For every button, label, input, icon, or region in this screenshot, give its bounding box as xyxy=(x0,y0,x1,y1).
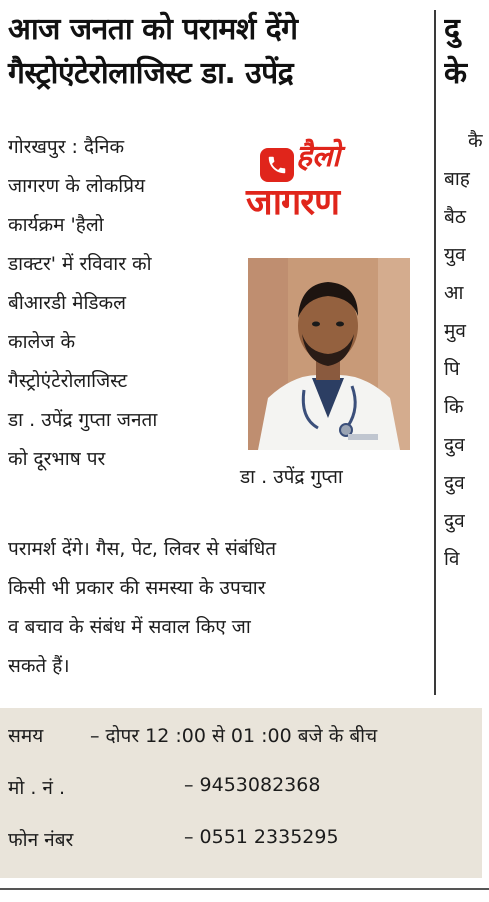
body-line: व बचाव के संबंध में सवाल किए जा xyxy=(8,616,251,638)
adjacent-body-line: युव xyxy=(444,244,466,266)
adjacent-headline-line: के xyxy=(444,56,468,91)
headline-line-2: गैस्ट्रोएंटेरोलाजिस्ट डा. उपेंद्र xyxy=(8,56,294,91)
adjacent-headline-line: दु xyxy=(444,12,460,47)
body-line: जागरण के लोकप्रिय xyxy=(8,175,146,197)
adjacent-body-line: कि xyxy=(444,396,464,418)
adjacent-body-line: आ xyxy=(444,282,464,304)
article-headline xyxy=(8,8,428,96)
mobile-row xyxy=(8,774,478,814)
article-body-narrow xyxy=(8,128,233,479)
phone-label: फोन नंबर xyxy=(8,829,74,851)
bottom-rule xyxy=(0,888,489,890)
adjacent-headline xyxy=(444,8,489,96)
hello-jagran-logo xyxy=(244,132,384,230)
body-line: सकते हैं। xyxy=(8,655,70,677)
adjacent-body-line: पि xyxy=(444,358,460,380)
photo-caption: डा . उपेंद्र गुप्ता xyxy=(240,466,343,488)
body-line: कार्यक्रम 'हैलो xyxy=(8,214,104,236)
logo-jagran-text: जागरण xyxy=(246,182,340,223)
phone-row xyxy=(8,826,478,866)
body-line: डाक्टर' में रविवार को xyxy=(8,253,152,275)
body-line: परामर्श देंगे। गैस, पेट, लिवर से संबंधित xyxy=(8,538,277,560)
article-body-wide xyxy=(8,530,428,686)
adjacent-body-line: कै xyxy=(468,130,483,152)
body-line: बीआरडी मेडिकल xyxy=(8,292,127,314)
body-line: गोरखपुर : दैनिक xyxy=(8,136,125,158)
doctor-photo xyxy=(248,258,410,450)
body-line: किसी भी प्रकार की समस्या के उपचार xyxy=(8,577,266,599)
body-line: कालेज के xyxy=(8,331,76,353)
time-value: – दोपर 12 :00 से 01 :00 बजे के बीच xyxy=(90,725,378,747)
time-label: समय xyxy=(8,725,44,747)
mobile-value: – 9453082368 xyxy=(184,774,321,796)
body-line: को दूरभाष पर xyxy=(8,448,106,470)
adjacent-body-line: बाह xyxy=(444,168,470,190)
mobile-label: मो . नं . xyxy=(8,777,66,799)
contact-info-box xyxy=(0,708,482,878)
body-line: गैस्ट्रोएंटेरोलाजिस्ट xyxy=(8,370,128,392)
adjacent-body-line: दुव xyxy=(444,510,465,532)
adjacent-body-line: मुव xyxy=(444,320,466,342)
column-divider xyxy=(434,10,436,695)
adjacent-body-line: बैठ xyxy=(444,206,466,228)
headline-line-1: आज जनता को परामर्श देंगे xyxy=(8,12,298,47)
adjacent-body-line: वि xyxy=(444,548,460,570)
body-line: डा . उपेंद्र गुप्ता जनता xyxy=(8,409,158,431)
adjacent-body-line: दुव xyxy=(444,472,465,494)
time-row xyxy=(8,722,478,762)
phone-value: – 0551 2335295 xyxy=(184,826,339,848)
logo-hello-text: हैलो xyxy=(296,139,341,174)
adjacent-body xyxy=(444,122,489,578)
adjacent-article-clipped xyxy=(444,8,489,698)
adjacent-body-line: दुव xyxy=(444,434,465,456)
